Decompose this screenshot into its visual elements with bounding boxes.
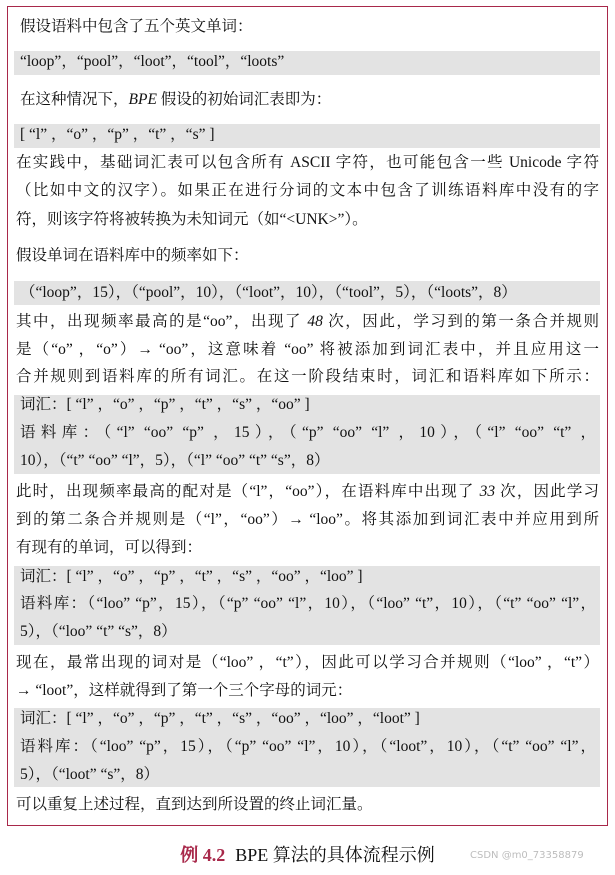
step1-line xyxy=(16,310,599,334)
step1-corpus: 10），（“t” “oo” “l”，5），（“l” “oo” “t” “s”，8） xyxy=(20,452,330,469)
para1-line: （比如中文的汉字）。如果正在进行分词的文本中包含了训练语料库中没有的字 xyxy=(16,182,599,199)
freq-intro: 假设单词在语料库中的频率如下： xyxy=(16,247,249,264)
text: 其中，出现频率最高的是“oo”，出现了 xyxy=(16,313,308,330)
initial-vocab-intro xyxy=(20,88,596,112)
count: 48 xyxy=(307,313,323,330)
caption-number: 例 4.2 xyxy=(180,845,226,865)
step2-line: 有现有的单词，可以得到： xyxy=(16,539,203,556)
step3-vocab: 词汇：[ “l” ，“o” ，“p” ，“t” ，“s” ，“oo” ，“loo” ，“loot” ] xyxy=(20,710,420,727)
intro-text: 假设语料中包含了五个英文单词： xyxy=(20,18,253,35)
step2-line xyxy=(16,480,599,504)
step3-corpus: 语料库：（“loo” “p”，15），（“p” “oo” “l”，10），（“loot”，10），（“t” “oo” “l”， xyxy=(20,738,596,755)
step3-line: → “loot”，这样就得到了第一个三个字母的词元： xyxy=(16,682,353,699)
conclusion: 可以重复上述过程，直到达到所设置的终止词汇量。 xyxy=(16,796,373,813)
para1-line: 符，则该字符将被转换为未知词元（如“<UNK>”）。 xyxy=(16,211,368,228)
text: 此时，出现频率最高的配对是（“l”，“oo”），在语料库中出现了 xyxy=(16,483,480,500)
para1-line: 在实践中，基础词汇表可以包含所有 ASCII 字符，也可能包含一些 Unicode 字符 xyxy=(16,154,599,171)
text: 假设的初始词汇表即为： xyxy=(156,91,332,108)
initial-vocab: [ “l” ，“o” ，“p” ，“t” ，“s” ] xyxy=(20,126,215,143)
count: 33 xyxy=(479,483,496,500)
freq-list: （“loop”，15），（“pool”，10），（“loot”，10），（“tool”，5），（“loots”，8） xyxy=(20,284,517,301)
step1-line: 是（“o” ，“o”）→ “oo”，这意味着 “oo” 将被添加到词汇表中，并且应用这一 xyxy=(16,341,599,358)
words-list: “loop”，“pool”，“loot”，“tool”，“loots” xyxy=(20,53,285,70)
text: 次，因此学习 xyxy=(495,483,599,500)
step2-line: 到的第二条合并规则是（“l”，“oo”）→ “loo”。将其添加到词汇表中并应用到所 xyxy=(16,511,599,528)
bpe-term: BPE xyxy=(128,91,157,108)
step2-corpus: 语料库：（“loo” “p”，15），（“p” “oo” “l”，10），（“loo” “t”，10），（“t” “oo” “l”， xyxy=(20,595,596,612)
caption-title: BPE 算法的具体流程示例 xyxy=(235,845,435,865)
step3-line: 现在，最常出现的词对是（“loo” ，“t”），因此可以学习合并规则（“loo” ，“t”） xyxy=(16,654,599,671)
step1-corpus: 语料库：（“l” “oo” “p” ，15），（“p” “oo” “l” ，10），（“l” “oo” “t” ， xyxy=(20,424,596,441)
step1-vocab: 词汇：[ “l” ，“o” ，“p” ，“t” ，“s” ，“oo” ] xyxy=(20,396,310,413)
step2-corpus: 5），（“loo” “t” “s”，8） xyxy=(20,623,177,640)
text: 次，因此，学习到的第一条合并规则 xyxy=(322,313,599,330)
text: 在这种情况下， xyxy=(20,91,129,108)
watermark: CSDN @m0_73358879 xyxy=(470,850,584,861)
step2-vocab: 词汇：[ “l” ，“o” ，“p” ，“t” ，“s” ，“oo” ，“loo” ] xyxy=(20,568,363,585)
step1-line: 合并规则到语料库的所有词汇。在这一阶段结束时，词汇和语料库如下所示： xyxy=(16,368,599,385)
step3-corpus: 5），（“loot” “s”，8） xyxy=(20,766,160,783)
